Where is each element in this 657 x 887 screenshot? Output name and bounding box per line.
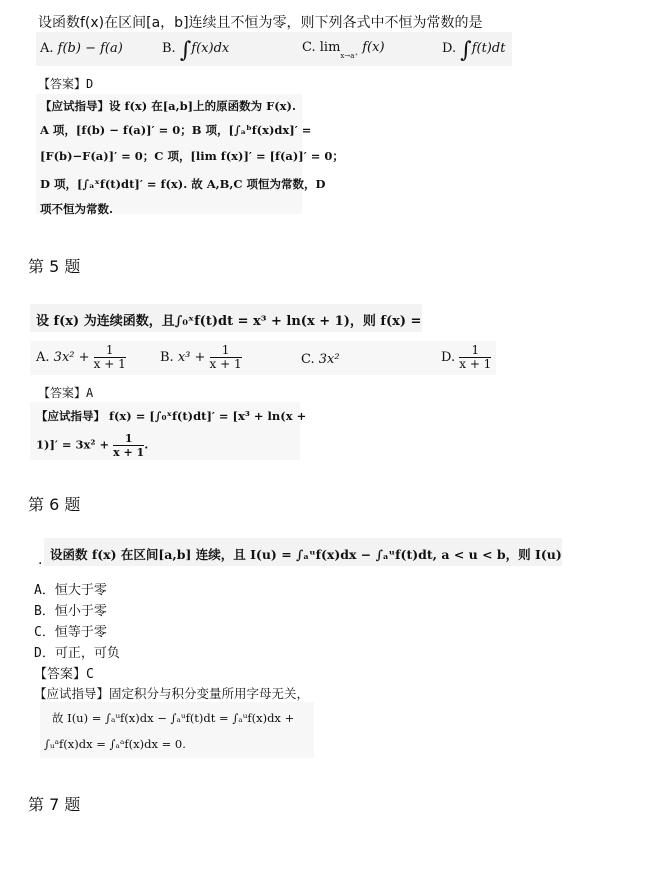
q5-question: 设 f(x) 为连续函数，且∫₀ˣf(t)dt = x³ + ln(x + 1)，则 f(x) =: [36, 314, 422, 329]
q6-option-d: D．可正，可负: [34, 646, 120, 661]
q5-option-b: B. x³ + $\frac{1}{x + 1}$: [160, 343, 242, 371]
q4-guide-line2: A 项，[f(b) − f(a)]′ = 0；B 项，[∫ₐᵇf(x)dx]′ =: [40, 123, 312, 137]
section-7-title: 第 7 题: [28, 795, 81, 814]
q5-option-c: C. 3x²: [301, 352, 340, 367]
q5-guide-line2: 1)]′ = 3x² + $\frac{1}{x + 1}$ .: [36, 432, 149, 459]
q4-question: 设函数f(x)在区间[a，b]连续且不恒为零，则下列各式中不恒为常数的是: [38, 15, 483, 31]
q4-option-d: D. ∫f(t)dt: [442, 38, 506, 63]
q4-guide-line3: [F(b)−F(a)]′ = 0；C 项，[lim f(x)]′ = [f(a)]′ = 0；: [40, 149, 344, 163]
q6-option-c: C．恒等于零: [34, 625, 107, 640]
q6-guide: 【应试指导】固定积分与积分变量所用字母无关，: [34, 686, 310, 701]
q6-bullet: .: [38, 552, 43, 568]
q4-guide-line5: 项不恒为常数.: [40, 202, 114, 216]
q4-guide-line1: 【应试指导】设 f(x) 在[a,b]上的原函数为 F(x).: [40, 99, 296, 113]
q4-guide-line4: D 项，[∫ₐˣf(t)dt]′ = f(x). 故 A,B,C 项恒为常数，D: [40, 177, 326, 191]
q5-option-a: A. 3x² + $\frac{1}{x + 1}$: [36, 343, 126, 371]
q6-solution-line2: ∫ᵤᵃf(x)dx = ∫ₐᵃf(x)dx = 0.: [44, 737, 186, 751]
q6-solution-line1: 故 I(u) = ∫ₐᵘf(x)dx − ∫ₐᵘf(t)dt = ∫ₐᵘf(x)dx +: [52, 711, 295, 725]
q5-guide-line1: 【应试指导】 f(x) = [∫₀ˣf(t)dt]′ = [x³ + ln(x +: [36, 409, 307, 423]
q5-answer: 【答案】A: [38, 386, 94, 400]
q6-question: 设函数 f(x) 在区间[a,b] 连续，且 I(u) = ∫ₐᵘf(x)dx − ∫ₐᵘf(t)dt, a < u < b，则 I(u): [50, 547, 562, 562]
q6-answer: 【答案】C: [34, 667, 94, 682]
q4-option-a: A. f(b) − f(a): [40, 41, 123, 56]
q6-option-b: B．恒小于零: [34, 604, 107, 619]
section-5-title: 第 5 题: [28, 257, 81, 276]
q5-option-d: D. $\frac{1}{x + 1}$: [441, 343, 492, 371]
q4-option-b: B. ∫f(x)dx: [162, 38, 230, 63]
q4-answer: 【答案】D: [38, 77, 94, 91]
section-6-title: 第 6 题: [28, 495, 81, 514]
q4-option-c: C. $\lim_{x\to a^+} f(x)$: [302, 40, 385, 60]
q6-option-a: A．恒大于零: [34, 583, 107, 598]
